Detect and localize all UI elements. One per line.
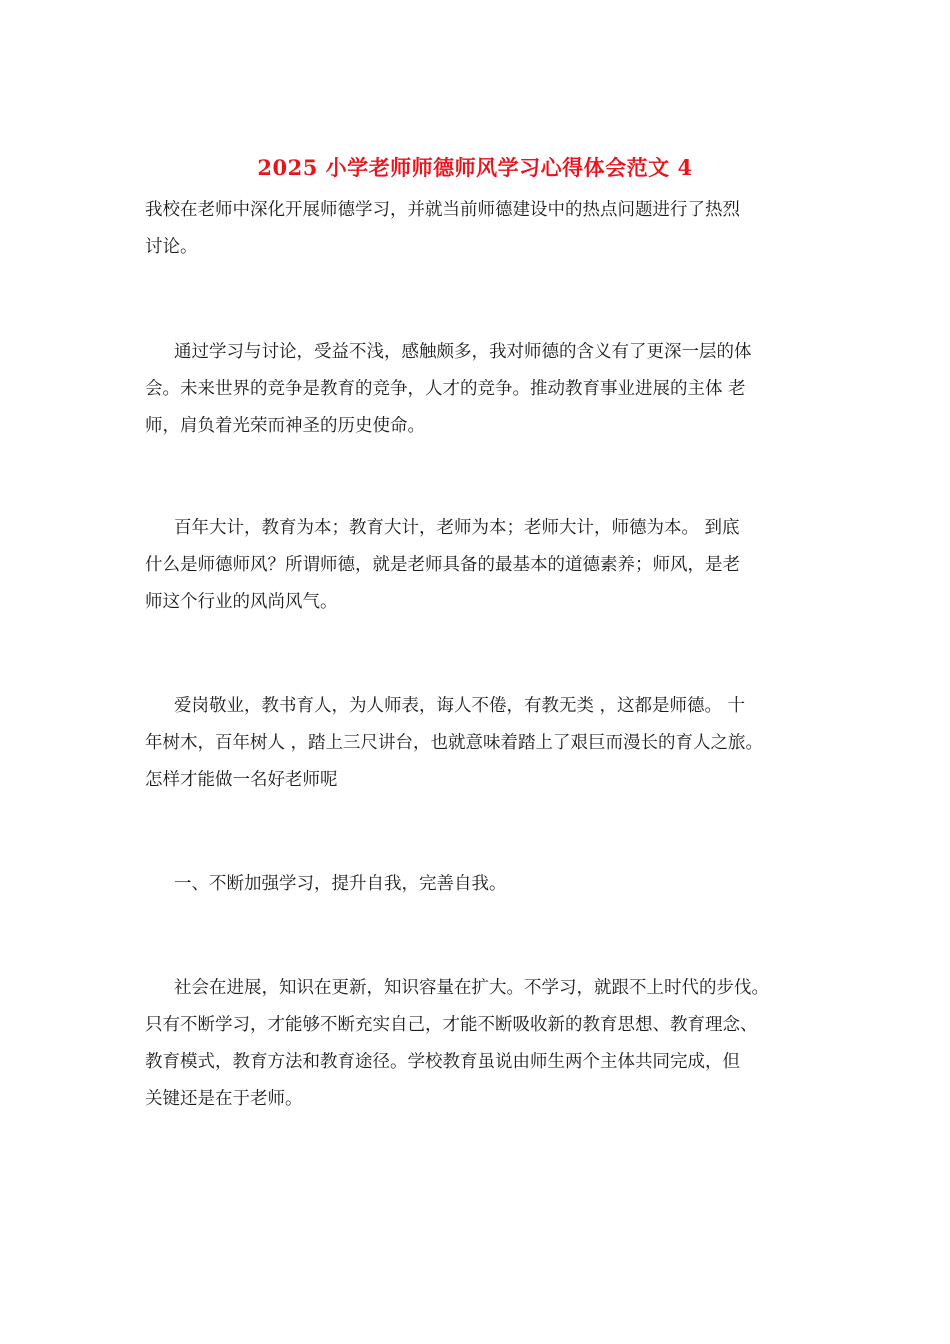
text-line: 通过学习与讨论，受益不浅，感触颇多，我对师德的含义有了更深一层的体 <box>174 342 752 362</box>
paragraph <box>145 334 825 445</box>
text-line: 百年大计，教育为本；教育大计，老师为本；老师大计，师德为本。 到底 <box>174 518 740 538</box>
text-line: 怎样才能做一名好老师呢 <box>145 770 338 790</box>
text-line: 年树木，百年树人 ，踏上三尺讲台，也就意味着踏上了艰巨而漫长的育人之旅。 <box>145 733 764 753</box>
text-line: 会。未来世界的竞争是教育的竞争，人才的竞争。推动教育事业进展的主体 老 <box>145 379 746 399</box>
paragraph <box>145 688 825 799</box>
text-line: 我校在老师中深化开展师德学习，并就当前师德建设中的热点问题进行了热烈 <box>145 200 740 220</box>
paragraph <box>145 510 825 621</box>
text-line: 教育模式，教育方法和教育途径。学校教育虽说由师生两个主体共同完成，但 <box>145 1052 740 1072</box>
text-line: 师，肩负着光荣而神圣的历史使命。 <box>145 416 425 436</box>
section-heading <box>145 866 825 903</box>
document-title: 2025 小学老师师德师风学习心得体会范文 4 <box>257 155 693 180</box>
text-line: 关键还是在于老师。 <box>145 1089 303 1109</box>
text-line: 什么是师德师风？所谓师德，就是老师具备的最基本的道德素养；师风，是老 <box>145 555 740 575</box>
text-line: 爱岗敬业，教书育人，为人师表，诲人不倦，有教无类 ，这都是师德。 十 <box>174 696 746 716</box>
text-line: 师这个行业的风尚风气。 <box>145 592 338 612</box>
text-line: 只有不断学习，才能够不断充实自己，才能不断吸收新的教育思想、教育理念、 <box>145 1015 758 1035</box>
text-line: 社会在进展，知识在更新，知识容量在扩大。不学习，就跟不上时代的步伐。 <box>174 978 769 998</box>
paragraph <box>145 970 825 1118</box>
text-line: 一、不断加强学习，提升自我，完善自我。 <box>174 874 507 894</box>
paragraph <box>145 192 825 266</box>
text-line: 讨论。 <box>145 237 198 257</box>
